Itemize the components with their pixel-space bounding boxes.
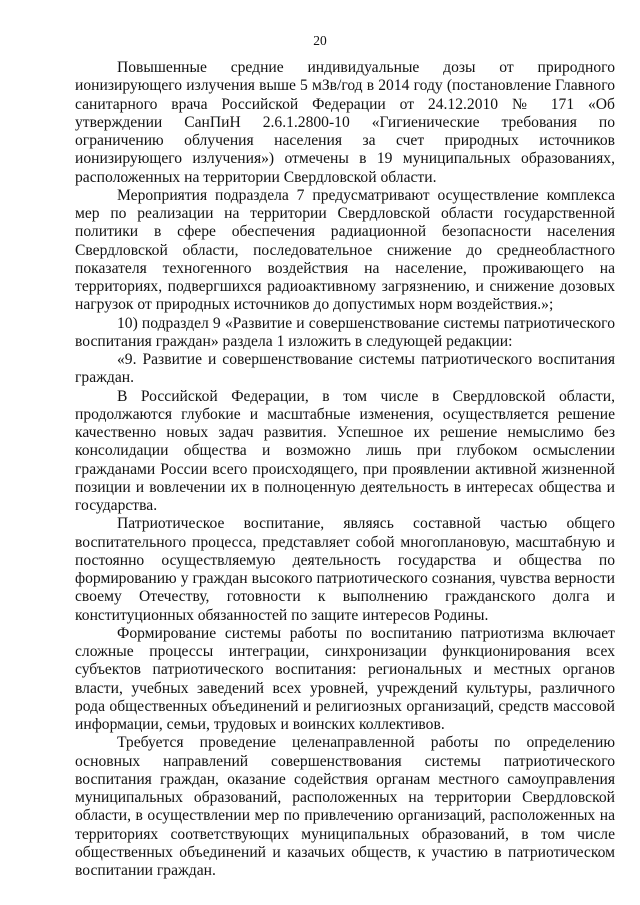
paragraph-radiation-doses: Повышенные средние индивидуальные дозы от природного ионизирующего излучения выше 5 мЗв/год в 2014 году (постановление Главного санитарного врача Российской Федерации от 24.12.2010 № 171 «Об утверждении СанПиН 2.6.1.2800-10 «Гигиенические требования по ограничению облучения населения за счет природных источников ионизирующего излучения») отмечены в 19 муниципальных образованиях, расположенных на территории Свердловской области. <box>75 59 615 186</box>
paragraph-system-formation: Формирование системы работы по воспитанию патриотизма включает сложные процессы интеграции, синхронизации функционирования всех субъектов патриотического воспитания: региональных и местных органов власти, учебных заведений всех уровней, учреждений культуры, различного рода общественных объединений и религиозных организаций, средств массовой информации, семьи, трудовых и воинских коллективов. <box>75 624 615 733</box>
page-number: 20 <box>313 33 327 48</box>
paragraph-section-9-heading: «9. Развитие и совершенствование системы патриотического воспитания граждан. <box>75 351 615 387</box>
paragraph-patriotic-education: Патриотическое воспитание, являясь составной частью общего воспитательного процесса, представляет собой многоплановую, масштабную и постоянно осуществляемую деятельность государства и общества по формированию у граждан высокого патриотического сознания, чувства верности своему Отечеству, готовности к выполнению гражданского долга и конституционных обязанностей по защите интересов Родины. <box>75 515 615 624</box>
paragraph-russian-federation-changes: В Российской Федерации, в том числе в Свердловской области, продолжаются глубокие и масштабные изменения, осуществляется решение качественно новых задач развития. Успешное их решение немыслимо без консолидации общества и возможно лишь при глубоком осмыслении гражданами России всего происходящего, при проявлении активной жизненной позиции и вовлечении их в полноценную деятельность в интересах общества и государства. <box>75 387 615 514</box>
document-body <box>75 59 615 880</box>
paragraph-subsection-7-measures: Мероприятия подраздела 7 предусматривают осуществление комплекса мер по реализации на территории Свердловской области государственной политики в сфере обеспечения радиационной безопасности населения Свердловской области, последовательное снижение до среднеобластного показателя техногенного воздействия на население, проживающего на территориях, подвергшихся радиоактивному загрязнению, и снижение дозовых нагрузок от природных источников до допустимых норм воздействия.»; <box>75 186 615 314</box>
paragraph-required-work: Требуется проведение целенаправленной работы по определению основных направлений совершенствования системы патриотического воспитания граждан, оказание содействия органам местного самоуправления муниципальных образований, расположенных на территории Свердловской области, в осуществлении мер по привлечению организаций, расположенных на территориях соответствующих муниципальных образований, в том числе общественных объединений и казачьих обществ, к участию в патриотическом воспитании граждан. <box>75 734 615 879</box>
paragraph-amendment-10: 10) подраздел 9 «Развитие и совершенствование системы патриотического воспитания граждан» раздела 1 изложить в следующей редакции: <box>75 314 615 350</box>
